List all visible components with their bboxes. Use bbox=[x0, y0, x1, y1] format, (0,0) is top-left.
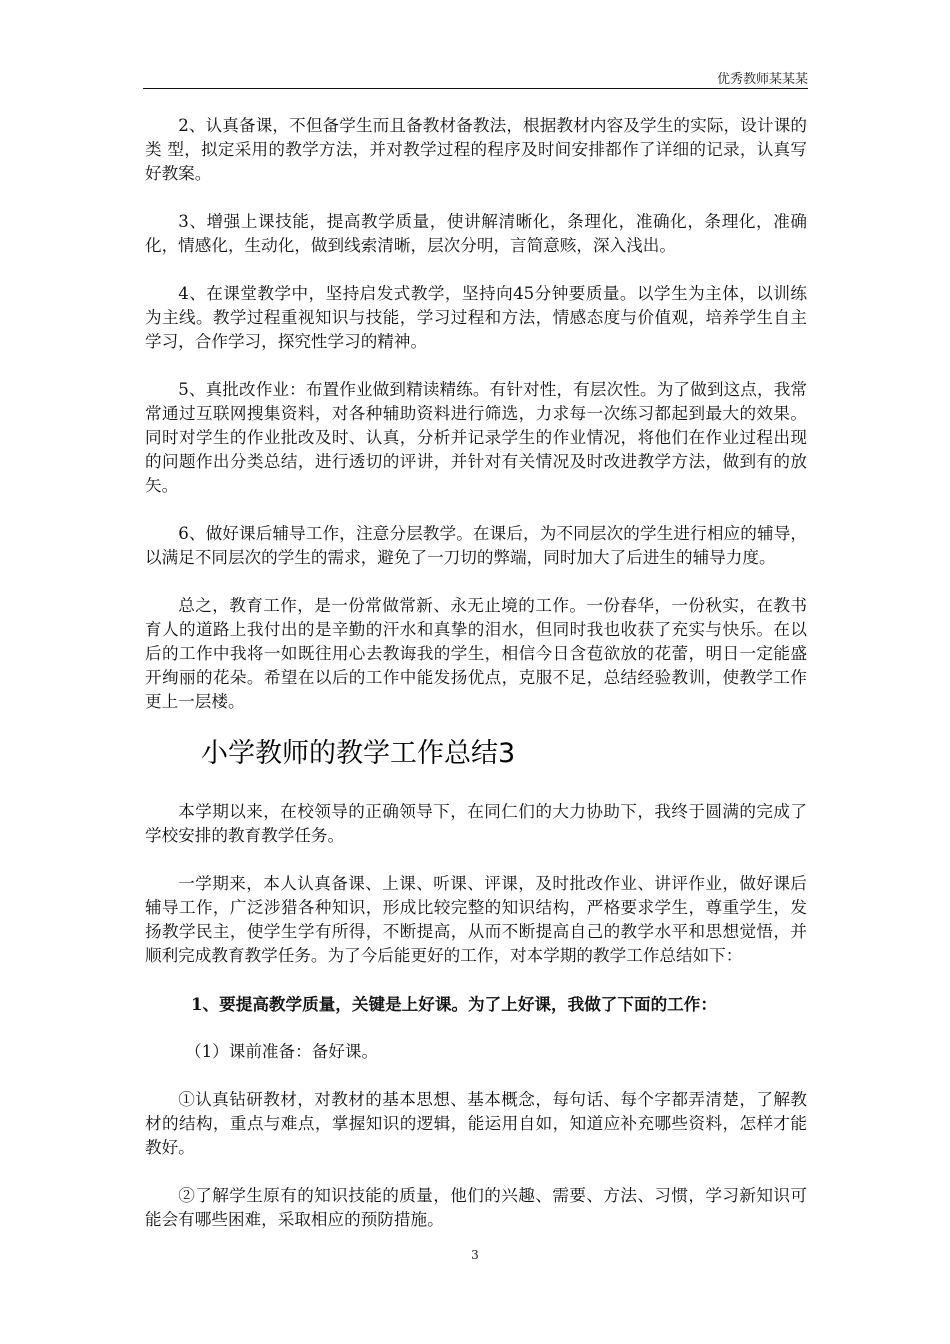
section-point-1: 1、要提高教学质量，关键是上好课。为了上好课，我做了下面的工作： bbox=[191, 994, 717, 1014]
section-heading: 小学教师的教学工作总结3 bbox=[201, 738, 516, 769]
paragraph-item-2: 2、认真备课，不但备学生而且备教材备教法，根据教材内容及学生的实际，设计课的类 型，拟定采用的教学方法，并对教学过程的程序及时间安排都作了详细的记录，认真写好教案。 bbox=[145, 116, 807, 183]
document-body bbox=[145, 114, 807, 1256]
section-summary: 一学期来，本人认真备课、上课、听课、评课，及时批改作业、讲评作业，做好课后辅导工作，广泛涉猎各种知识，形成比较完整的知识结构，严格要求学生，尊重学生，发扬教学民主，使学生学有所得，不断提高，从而不断提高自己的教学水平和思想觉悟，并顺利完成教育教学任务。为了今后能更好的工作，对本学期的教学工作总结如下： bbox=[145, 874, 807, 965]
paragraph-item-4: 4、在课堂教学中，坚持启发式教学，坚持向45分钟要质量。以学生为主体，以训练为主线。教学过程重视知识与技能，学习过程和方法，情感态度与价值观，培养学生自主学习，合作学习，探究性学习的精神。 bbox=[145, 284, 807, 351]
paragraph-item-3: 3、增强上课技能，提高教学质量，使讲解清晰化，条理化，准确化，条理化，准确化，情感化，生动化，做到线索清晰，层次分明，言简意赅，深入浅出。 bbox=[145, 212, 807, 255]
paragraph-item-6: 6、做好课后辅导工作，注意分层教学。在课后，为不同层次的学生进行相应的辅导，以满足不同层次的学生的需求，避免了一刀切的弊端，同时加大了后进生的辅导力度。 bbox=[145, 524, 807, 567]
paragraph-conclusion: 总之，教育工作，是一份常做常新、永无止境的工作。一份春华，一份秋实，在教书育人的道路上我付出的是辛勤的汗水和真挚的泪水，但同时我也收获了充实与快乐。在以后的工作中我将一如既往用心去教诲我的学生，相信今日含苞欲放的花蕾，明日一定能盛开绚丽的花朵。希望在以后的工作中能发扬优点，克服不足，总结经验教训，使教学工作更上一层楼。 bbox=[145, 596, 807, 711]
section-item-2: ②了解学生原有的知识技能的质量，他们的兴趣、需要、方法、习惯，学习新知识可能会有哪些困难，采取相应的预防措施。 bbox=[145, 1186, 807, 1229]
header-divider bbox=[143, 88, 808, 89]
page-header-title: 优秀教师某某某 bbox=[716, 72, 808, 87]
section-intro: 本学期以来，在校领导的正确领导下，在同仁们的大力协助下，我终于圆满的完成了学校安排的教育教学任务。 bbox=[145, 802, 807, 845]
section-item-1: ①认真钻研教材，对教材的基本思想、基本概念，每句话、每个字都弄清楚，了解教材的结构，重点与难点，掌握知识的逻辑，能运用自如，知道应补充哪些资料，怎样才能教好。 bbox=[145, 1090, 807, 1157]
section-subpoint-1: （1）课前准备：备好课。 bbox=[185, 1042, 379, 1061]
page-number: 3 bbox=[471, 1248, 479, 1262]
paragraph-item-5: 5、真批改作业：布置作业做到精读精练。有针对性，有层次性。为了做到这点，我常常通过互联网搜集资料，对各种辅助资料进行筛选，力求每一次练习都起到最大的效果。同时对学生的作业批改及时、认真，分析并记录学生的作业情况，将他们在作业过程出现的问题作出分类总结，进行透切的评讲，并针对有关情况及时改进教学方法，做到有的放矢。 bbox=[145, 380, 807, 495]
